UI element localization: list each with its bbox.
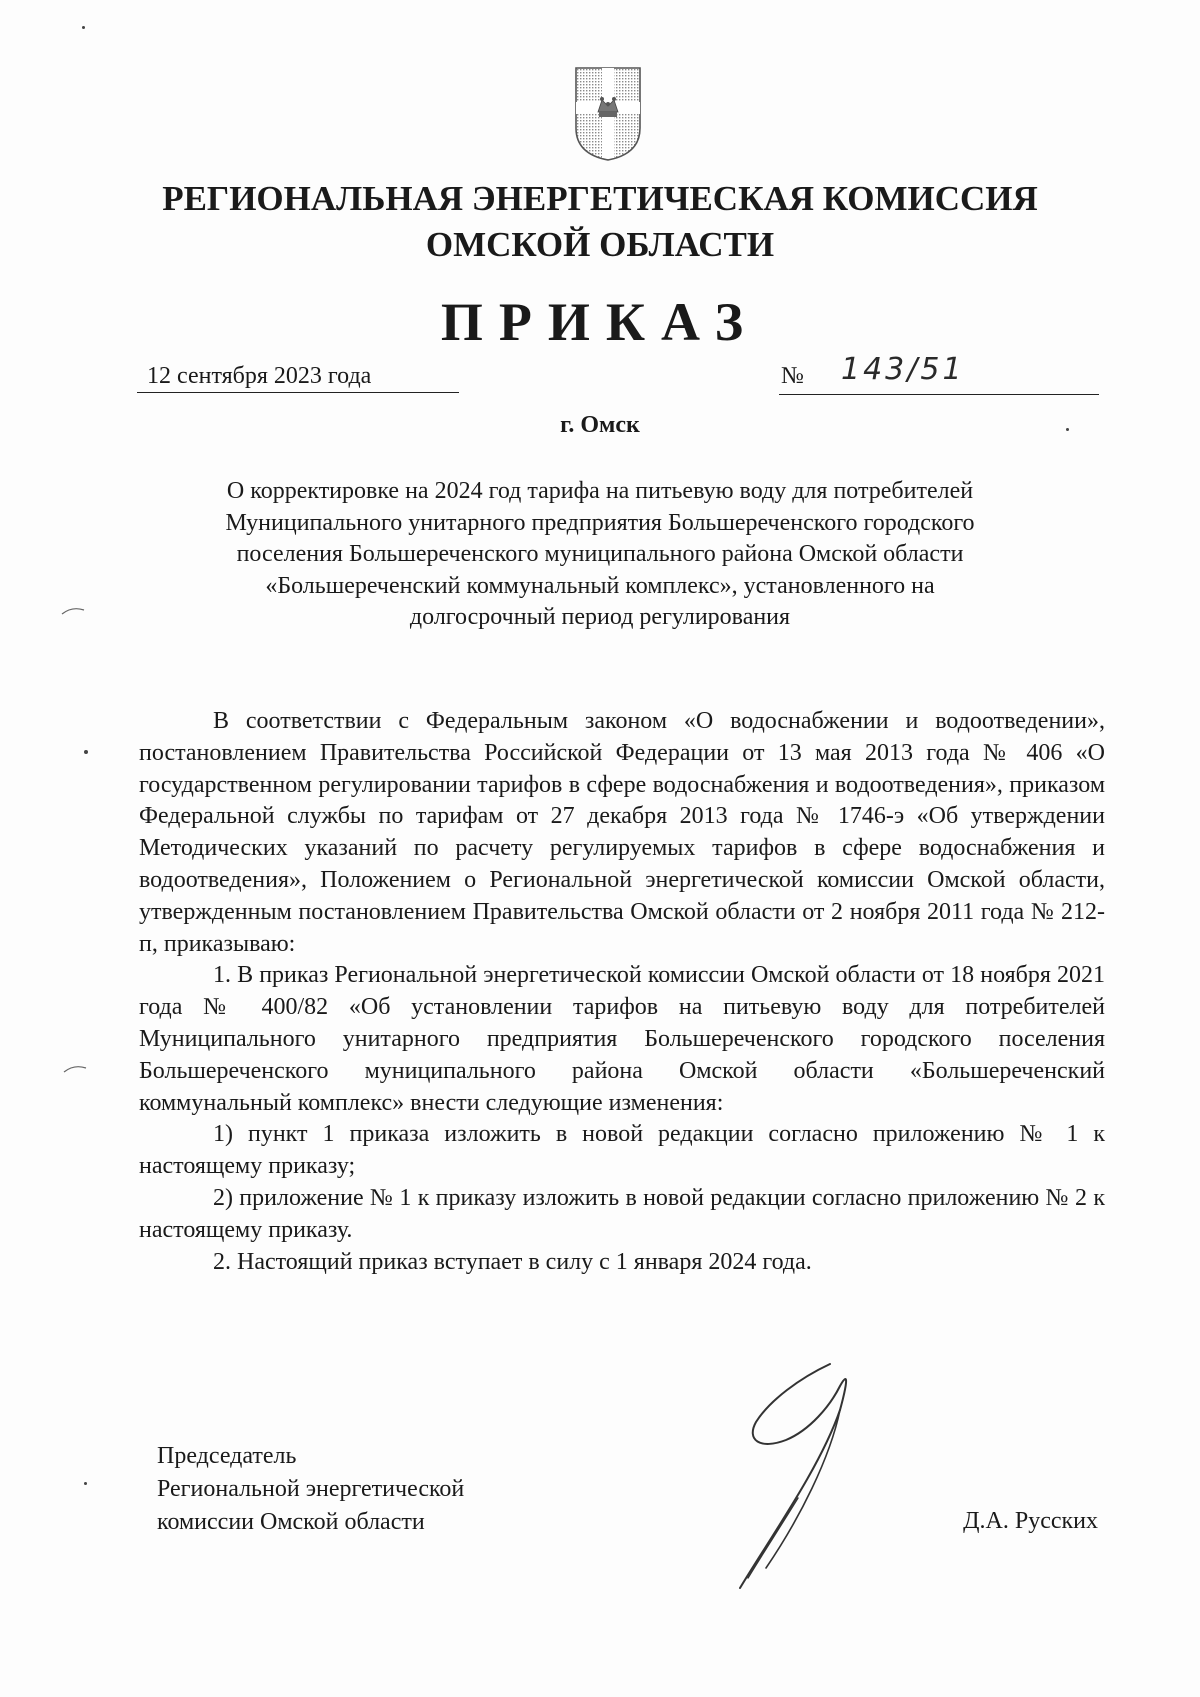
authority-line-2: ОМСКОЙ ОБЛАСТИ (425, 225, 775, 264)
body-paragraph-preamble: В соответствии с Федеральным законом «О водоснабжении и водоотведении», постановлением Правительства Российской Федерации от 13 мая 2013 года № 406 «О государственном регулировании тарифов в сфере водоснабжения и водоотведения», приказом Федеральной службы по тарифам от 27 декабря 2013 года № 1746-э «Об утверждении Методических указаний по расчету регулируемых тарифов в сфере водоснабжения и водоотведения», Положением о Региональной энергетической комиссии Омской области, утвержденным постановлением Правительства Омской области от 2 ноября 2011 года № 212-п, приказываю: (139, 708, 1105, 957)
signatory-position (157, 1440, 464, 1539)
document-body (139, 706, 1105, 1278)
scan-speck (1066, 428, 1069, 431)
body-paragraph-subitem-1: 1) пункт 1 приказа изложить в новой редакции согласно приложению № 1 к настоящему приказу; (139, 1121, 1105, 1180)
signatory-name: Д.А. Русских (963, 1508, 1098, 1534)
authority-line-1: РЕГИОНАЛЬНАЯ ЭНЕРГЕТИЧЕСКАЯ КОМИССИЯ (162, 179, 1038, 218)
coat-of-arms-emblem (574, 66, 642, 162)
scan-speck (82, 26, 85, 29)
body-paragraph-item-2: 2. Настоящий приказ вступает в силу с 1 января 2024 года. (213, 1248, 812, 1275)
document-type-title: ПРИКАЗ (440, 292, 760, 352)
body-paragraph-subitem-2: 2) приложение № 1 к приказу изложить в новой редакции согласно приложению № 2 к настоящему приказу. (139, 1184, 1105, 1243)
scan-mark (62, 1064, 88, 1074)
handwritten-signature (690, 1348, 950, 1598)
document-city: г. Омск (560, 412, 640, 438)
document-subject: О корректировке на 2024 год тарифа на питьевую воду для потребителей Муниципального унитарного предприятия Большереченского городского поселения Большереченского муниципального района Омской области «Большереченский коммунальный комплекс», установленного на долгосрочный период регулирования (225, 478, 975, 631)
document-date: 12 сентября 2023 года (137, 360, 459, 393)
number-sign: № (781, 363, 804, 389)
body-paragraph-item-1: 1. В приказ Региональной энергетической комиссии Омской области от 18 ноября 2021 года № 400/82 «Об установлении тарифов на питьевую воду для потребителей Муниципального унитарного предприятия Большереченского городского поселения Большереченского муниципального района Омской области «Большереченский коммунальный комплекс» внести следующие изменения: (139, 962, 1105, 1116)
scan-mark (60, 606, 86, 616)
document-number-field (779, 352, 1099, 395)
handwritten-document-number: 143/51 (841, 352, 965, 387)
issuing-authority (0, 176, 1200, 268)
scan-speck (84, 1482, 87, 1485)
signatory-position-line-3: комиссии Омской области (157, 1509, 425, 1535)
signatory-position-line-2: Региональной энергетической (157, 1476, 465, 1502)
scan-speck (84, 750, 88, 754)
signatory-position-line-1: Председатель (157, 1443, 297, 1469)
